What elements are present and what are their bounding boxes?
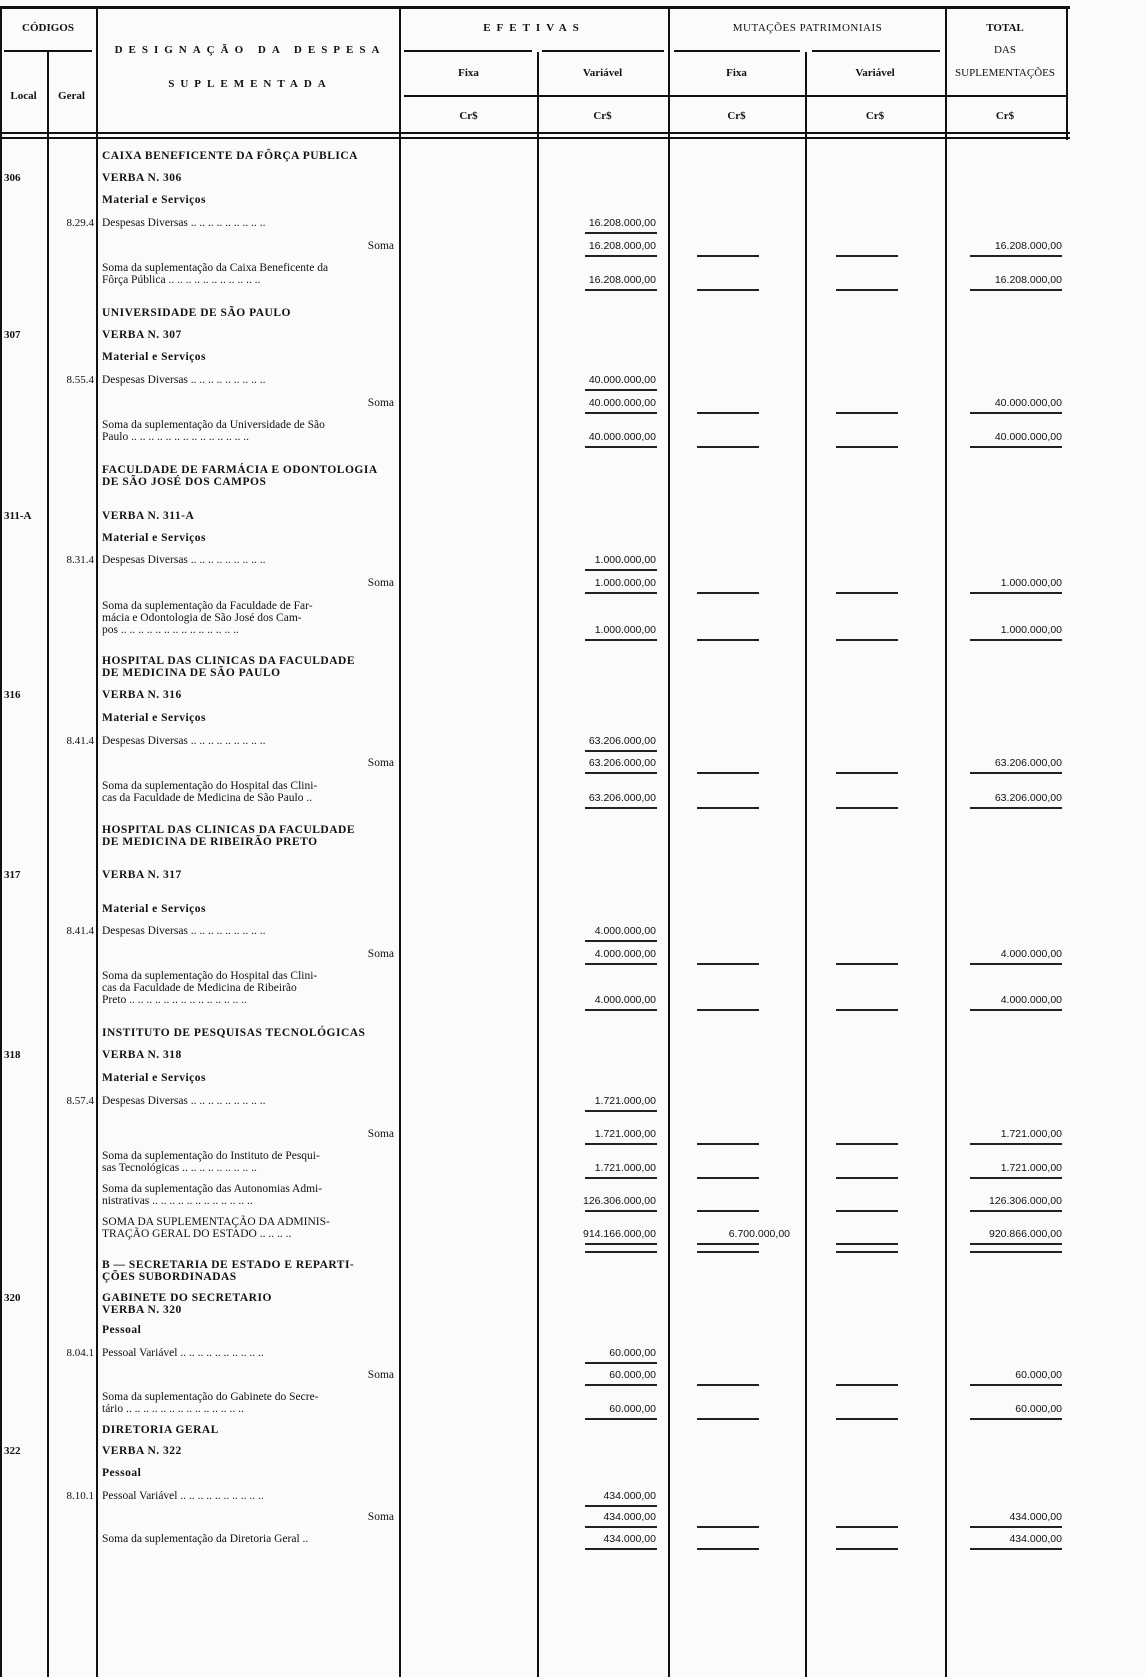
sum-underline [697, 772, 759, 774]
designation-text: DIRETORIA GERAL [102, 1424, 219, 1436]
code-geral: 8.57.4 [66, 1095, 94, 1107]
designation-text: Soma da suplementação do Hospital das Clini- cas da Faculdade de Medicina de São Paulo .. [102, 780, 318, 804]
designation-text: Material e Serviços [102, 532, 207, 544]
total-value: 4.000.000,00 [1000, 994, 1062, 1006]
total-value: 40.000.000,00 [994, 397, 1062, 409]
sum-underline [697, 446, 759, 448]
designation-text: VERBA N. 322 [102, 1445, 182, 1457]
total-value: 63.206.000,00 [994, 757, 1062, 769]
sum-underline [585, 1243, 657, 1245]
header-suplementacoes: SUPLEMENTAÇÕES [955, 67, 1055, 79]
sum-underline [836, 963, 898, 965]
sum-underline [697, 1177, 759, 1179]
sum-underline [585, 569, 657, 571]
top-rule [0, 6, 1070, 9]
header-designacao: DESIGNAÇÃO DA DESPESA [114, 44, 386, 56]
efetivas-variavel-value: 1.721.000,00 [594, 1162, 656, 1174]
designation-text: VERBA N. 316 [102, 689, 182, 701]
sum-underline [836, 772, 898, 774]
designation-text: VERBA N. 311-A [102, 510, 195, 522]
sum-underline [970, 412, 1062, 414]
efetivas-variavel-value: 16.208.000,00 [588, 240, 656, 252]
column-divider [1066, 8, 1068, 140]
sum-underline [585, 1526, 657, 1528]
efetivas-variavel-value: 16.208.000,00 [588, 217, 656, 229]
total-value: 920.866.000,00 [989, 1228, 1062, 1240]
designation-text: Material e Serviços [102, 1072, 207, 1084]
efetivas-variavel-value: 1.000.000,00 [594, 577, 656, 589]
header-rule [404, 95, 1066, 97]
total-value: 434.000,00 [1009, 1533, 1062, 1545]
sum-underline [970, 772, 1062, 774]
code-geral: 8.29.4 [66, 217, 94, 229]
currency-label: Cr$ [865, 110, 885, 122]
sum-underline [836, 1384, 898, 1386]
sum-underline [585, 232, 657, 234]
efetivas-variavel-value: 4.000.000,00 [594, 948, 656, 960]
efetivas-variavel-value: 60.000,00 [609, 1347, 656, 1359]
header-efetivas-fixa: Fixa [458, 67, 479, 79]
sum-underline [697, 963, 759, 965]
header-rule [812, 50, 940, 52]
designation-text: Soma [367, 948, 394, 960]
designation-text: Despesas Diversas .. .. .. .. .. .. .. .. .. [102, 925, 266, 937]
efetivas-variavel-value: 4.000.000,00 [594, 925, 656, 937]
designation-text: Pessoal [102, 1324, 142, 1336]
efetivas-variavel-value: 60.000,00 [609, 1403, 656, 1415]
total-value: 60.000,00 [1015, 1403, 1062, 1415]
code-geral: 8.04.1 [66, 1347, 94, 1359]
total-value: 60.000,00 [1015, 1369, 1062, 1381]
currency-label: Cr$ [459, 110, 478, 122]
designation-text: Soma da suplementação da Diretoria Geral .. [102, 1533, 309, 1545]
sum-underline [697, 1251, 759, 1253]
code-geral: 8.41.4 [66, 735, 94, 747]
total-value: 1.721.000,00 [1000, 1162, 1062, 1174]
designation-text: Material e Serviços [102, 351, 207, 363]
sum-underline [585, 1009, 657, 1011]
sum-underline [585, 1210, 657, 1212]
designation-text: Material e Serviços [102, 194, 207, 206]
column-divider [945, 8, 947, 1677]
sum-underline [585, 255, 657, 257]
designation-text: Despesas Diversas .. .. .. .. .. .. .. .. .. [102, 735, 266, 747]
sum-underline [836, 1251, 898, 1253]
sum-underline [970, 1177, 1062, 1179]
efetivas-variavel-value: 4.000.000,00 [594, 994, 656, 1006]
column-divider [47, 52, 49, 1677]
total-value: 1.000.000,00 [1000, 577, 1062, 589]
efetivas-variavel-value: 40.000.000,00 [588, 374, 656, 386]
designation-text: Pessoal Variável .. .. .. .. .. .. .. .. .. .. [102, 1347, 264, 1359]
sum-underline [970, 289, 1062, 291]
sum-underline [697, 639, 759, 641]
designation-text: HOSPITAL DAS CLINICAS DA FACULDADE DE MEDICINA DE SÃO PAULO [102, 655, 356, 679]
designation-text: Soma da suplementação da Faculdade de Far- mácia e Odontologia de São José dos Cam- pos .. .. .. .. .. .. .. .. .. .. .. .. .. .. [102, 600, 313, 636]
column-divider [537, 52, 539, 1677]
sum-underline [970, 963, 1062, 965]
efetivas-variavel-value: 914.166.000,00 [583, 1228, 656, 1240]
sum-underline [585, 1418, 657, 1420]
sum-underline [970, 1418, 1062, 1420]
sum-underline [697, 1143, 759, 1145]
code-geral: 8.10.1 [66, 1490, 94, 1502]
total-value: 126.306.000,00 [989, 1195, 1062, 1207]
sum-underline [836, 1243, 898, 1245]
sum-underline [585, 1362, 657, 1364]
sum-underline [585, 772, 657, 774]
header-mutacoes-fixa: Fixa [726, 67, 747, 79]
sum-underline [697, 1009, 759, 1011]
designation-text: VERBA N. 306 [102, 172, 182, 184]
column-divider [399, 8, 401, 1677]
efetivas-variavel-value: 126.306.000,00 [583, 1195, 656, 1207]
designation-text: Soma da suplementação da Universidade de São Paulo .. .. .. .. .. .. .. .. .. .. .. .. .. .. [102, 419, 325, 443]
designation-text: Soma da suplementação do Gabinete do Secre- tário .. .. .. .. .. .. .. .. .. .. .. .. .. .. [102, 1391, 319, 1415]
code-geral: 8.41.4 [66, 925, 94, 937]
sum-underline [836, 1177, 898, 1179]
total-value: 4.000.000,00 [1000, 948, 1062, 960]
efetivas-variavel-value: 1.721.000,00 [594, 1128, 656, 1140]
total-value: 40.000.000,00 [994, 431, 1062, 443]
column-divider [96, 8, 98, 1677]
efetivas-variavel-value: 434.000,00 [603, 1511, 656, 1523]
sum-underline [585, 412, 657, 414]
sum-underline [970, 1009, 1062, 1011]
header-geral: Geral [58, 90, 85, 102]
total-value: 16.208.000,00 [994, 274, 1062, 286]
designation-text: Material e Serviços [102, 903, 207, 915]
sum-underline [585, 1384, 657, 1386]
designation-text: UNIVERSIDADE DE SÃO PAULO [102, 307, 291, 319]
designation-text: Soma [367, 577, 394, 589]
code-local: 316 [4, 689, 21, 701]
sum-underline [970, 1548, 1062, 1550]
code-geral: 8.55.4 [66, 374, 94, 386]
designation-text: Soma [367, 240, 394, 252]
sum-underline [970, 255, 1062, 257]
header-rule [542, 50, 664, 52]
sum-underline [970, 1210, 1062, 1212]
designation-text: SOMA DA SUPLEMENTAÇÃO DA ADMINIS- TRAÇÃO GERAL DO ESTADO .. .. .. .. [102, 1216, 330, 1240]
designation-text: Pessoal [102, 1467, 142, 1479]
code-local: 306 [4, 172, 21, 184]
total-value: 1.721.000,00 [1000, 1128, 1062, 1140]
header-mutacoes: MUTAÇÕES PATRIMONIAIS [732, 22, 883, 34]
code-local: 318 [4, 1049, 21, 1061]
sum-underline [697, 592, 759, 594]
sum-underline [585, 389, 657, 391]
header-efetivas: EFETIVAS [483, 22, 585, 34]
total-value: 1.000.000,00 [1000, 624, 1062, 636]
column-divider [805, 52, 807, 1677]
efetivas-variavel-value: 63.206.000,00 [588, 792, 656, 804]
header-rule [4, 50, 92, 52]
designation-text: Soma da suplementação do Hospital das Clini- cas da Faculdade de Medicina de Ribeirão Preto .. .. .. .. .. .. .. .. .. .. .. .. .. .. [102, 970, 318, 1006]
total-value: 16.208.000,00 [994, 240, 1062, 252]
designation-text: Soma da suplementação do Instituto de Pesqui- sas Tecnológicas .. .. .. .. .. .. .. .. .. [102, 1150, 320, 1174]
header-rule [404, 50, 532, 52]
sum-underline [970, 1526, 1062, 1528]
code-local: 307 [4, 329, 21, 341]
designation-text: VERBA N. 317 [102, 869, 182, 881]
efetivas-variavel-value: 63.206.000,00 [588, 735, 656, 747]
sum-underline [697, 289, 759, 291]
designation-text: Soma [367, 397, 394, 409]
sum-underline [970, 1243, 1062, 1245]
header-codigos: CÓDIGOS [22, 22, 74, 34]
sum-underline [970, 639, 1062, 641]
sum-underline [970, 1251, 1062, 1253]
sum-underline [697, 1210, 759, 1212]
designation-text: Soma da suplementação da Caixa Beneficente da Fôrça Pública .. .. .. .. .. .. .. .. .. .. .. [102, 262, 329, 286]
currency-label: Cr$ [727, 110, 746, 122]
sum-underline [585, 639, 657, 641]
sum-underline [836, 1210, 898, 1212]
sum-underline [836, 592, 898, 594]
efetivas-variavel-value: 40.000.000,00 [588, 431, 656, 443]
sum-underline [836, 446, 898, 448]
sum-underline [697, 1526, 759, 1528]
sum-underline [836, 255, 898, 257]
currency-label: Cr$ [995, 110, 1015, 122]
designation-text: GABINETE DO SECRETARIO VERBA N. 320 [102, 1292, 272, 1316]
currency-label: Cr$ [593, 110, 612, 122]
sum-underline [970, 807, 1062, 809]
sum-underline [836, 1526, 898, 1528]
sum-underline [697, 255, 759, 257]
efetivas-variavel-value: 1.721.000,00 [594, 1095, 656, 1107]
designation-text: B — SECRETARIA DE ESTADO E REPARTI- ÇÕES SUBORDINADAS [102, 1259, 355, 1283]
designation-text: Despesas Diversas .. .. .. .. .. .. .. .. .. [102, 217, 266, 229]
sum-underline [585, 1505, 657, 1507]
designation-text: Soma da suplementação das Autonomias Admi- nistrativas .. .. .. .. .. .. .. .. .. .. .. .. [102, 1183, 323, 1207]
designation-text: VERBA N. 318 [102, 1049, 182, 1061]
designation-text: Soma [367, 757, 394, 769]
designation-text: CAIXA BENEFICENTE DA FÔRÇA PUBLICA [102, 150, 358, 162]
designation-text: Soma [367, 1511, 394, 1523]
sum-underline [585, 1251, 657, 1253]
total-value: 63.206.000,00 [994, 792, 1062, 804]
sum-underline [836, 1143, 898, 1145]
designation-text: Despesas Diversas .. .. .. .. .. .. .. .. .. [102, 374, 266, 386]
designation-text: VERBA N. 307 [102, 329, 182, 341]
code-local: 317 [4, 869, 21, 881]
code-local: 322 [4, 1445, 21, 1457]
efetivas-variavel-value: 40.000.000,00 [588, 397, 656, 409]
sum-underline [836, 807, 898, 809]
designation-text: Material e Serviços [102, 712, 207, 724]
efetivas-variavel-value: 60.000,00 [609, 1369, 656, 1381]
sum-underline [585, 1548, 657, 1550]
sum-underline [585, 1177, 657, 1179]
column-divider [0, 8, 2, 1677]
sum-underline [585, 592, 657, 594]
sum-underline [585, 963, 657, 965]
designation-text: Despesas Diversas .. .. .. .. .. .. .. .. .. [102, 554, 266, 566]
designation-text: Soma [367, 1128, 394, 1140]
designation-text: Pessoal Variável .. .. .. .. .. .. .. .. .. .. [102, 1490, 264, 1502]
sum-underline [585, 446, 657, 448]
header-mutacoes-variavel: Variável [855, 67, 895, 79]
column-divider [668, 8, 670, 1677]
sum-underline [697, 1243, 759, 1245]
sum-underline [970, 592, 1062, 594]
code-local: 311-A [4, 510, 32, 522]
designation-text: Soma [367, 1369, 394, 1381]
designation-text: INSTITUTO DE PESQUISAS TECNOLÓGICAS [102, 1027, 366, 1039]
header-rule [674, 50, 800, 52]
sum-underline [585, 940, 657, 942]
sum-underline [697, 807, 759, 809]
sum-underline [585, 750, 657, 752]
sum-underline [585, 807, 657, 809]
header-bottom-rule [0, 132, 1070, 134]
sum-underline [970, 446, 1062, 448]
sum-underline [970, 1143, 1062, 1145]
code-local: 320 [4, 1292, 21, 1304]
sum-underline [697, 1548, 759, 1550]
efetivas-variavel-value: 434.000,00 [603, 1490, 656, 1502]
header-total: TOTAL [986, 22, 1024, 34]
efetivas-variavel-value: 16.208.000,00 [588, 274, 656, 286]
sum-underline [585, 1143, 657, 1145]
sum-underline [836, 1009, 898, 1011]
efetivas-variavel-value: 63.206.000,00 [588, 757, 656, 769]
header-bottom-rule [0, 137, 1070, 139]
sum-underline [697, 1418, 759, 1420]
sum-underline [697, 412, 759, 414]
sum-underline [836, 1418, 898, 1420]
efetivas-variavel-value: 1.000.000,00 [594, 554, 656, 566]
sum-underline [697, 1384, 759, 1386]
sum-underline [836, 639, 898, 641]
header-local: Local [10, 90, 37, 102]
header-suplementada: SUPLEMENTADA [168, 78, 332, 90]
designation-text: Despesas Diversas .. .. .. .. .. .. .. .. .. [102, 1095, 266, 1107]
sum-underline [970, 1384, 1062, 1386]
sum-underline [836, 289, 898, 291]
efetivas-variavel-value: 1.000.000,00 [594, 624, 656, 636]
sum-underline [585, 289, 657, 291]
sum-underline [836, 412, 898, 414]
sum-underline [836, 1548, 898, 1550]
header-das: DAS [993, 44, 1016, 56]
designation-text: FACULDADE DE FARMÁCIA E ODONTOLOGIA DE SÃO JOSÉ DOS CAMPOS [102, 464, 378, 488]
designation-text: HOSPITAL DAS CLINICAS DA FACULDADE DE MEDICINA DE RIBEIRÃO PRETO [102, 824, 356, 848]
code-geral: 8.31.4 [66, 554, 94, 566]
header-efetivas-variavel: Variável [582, 67, 623, 79]
efetivas-variavel-value: 434.000,00 [603, 1533, 656, 1545]
total-value: 434.000,00 [1009, 1511, 1062, 1523]
mutacoes-fixa-value: 6.700.000,00 [728, 1228, 790, 1240]
sum-underline [585, 1110, 657, 1112]
